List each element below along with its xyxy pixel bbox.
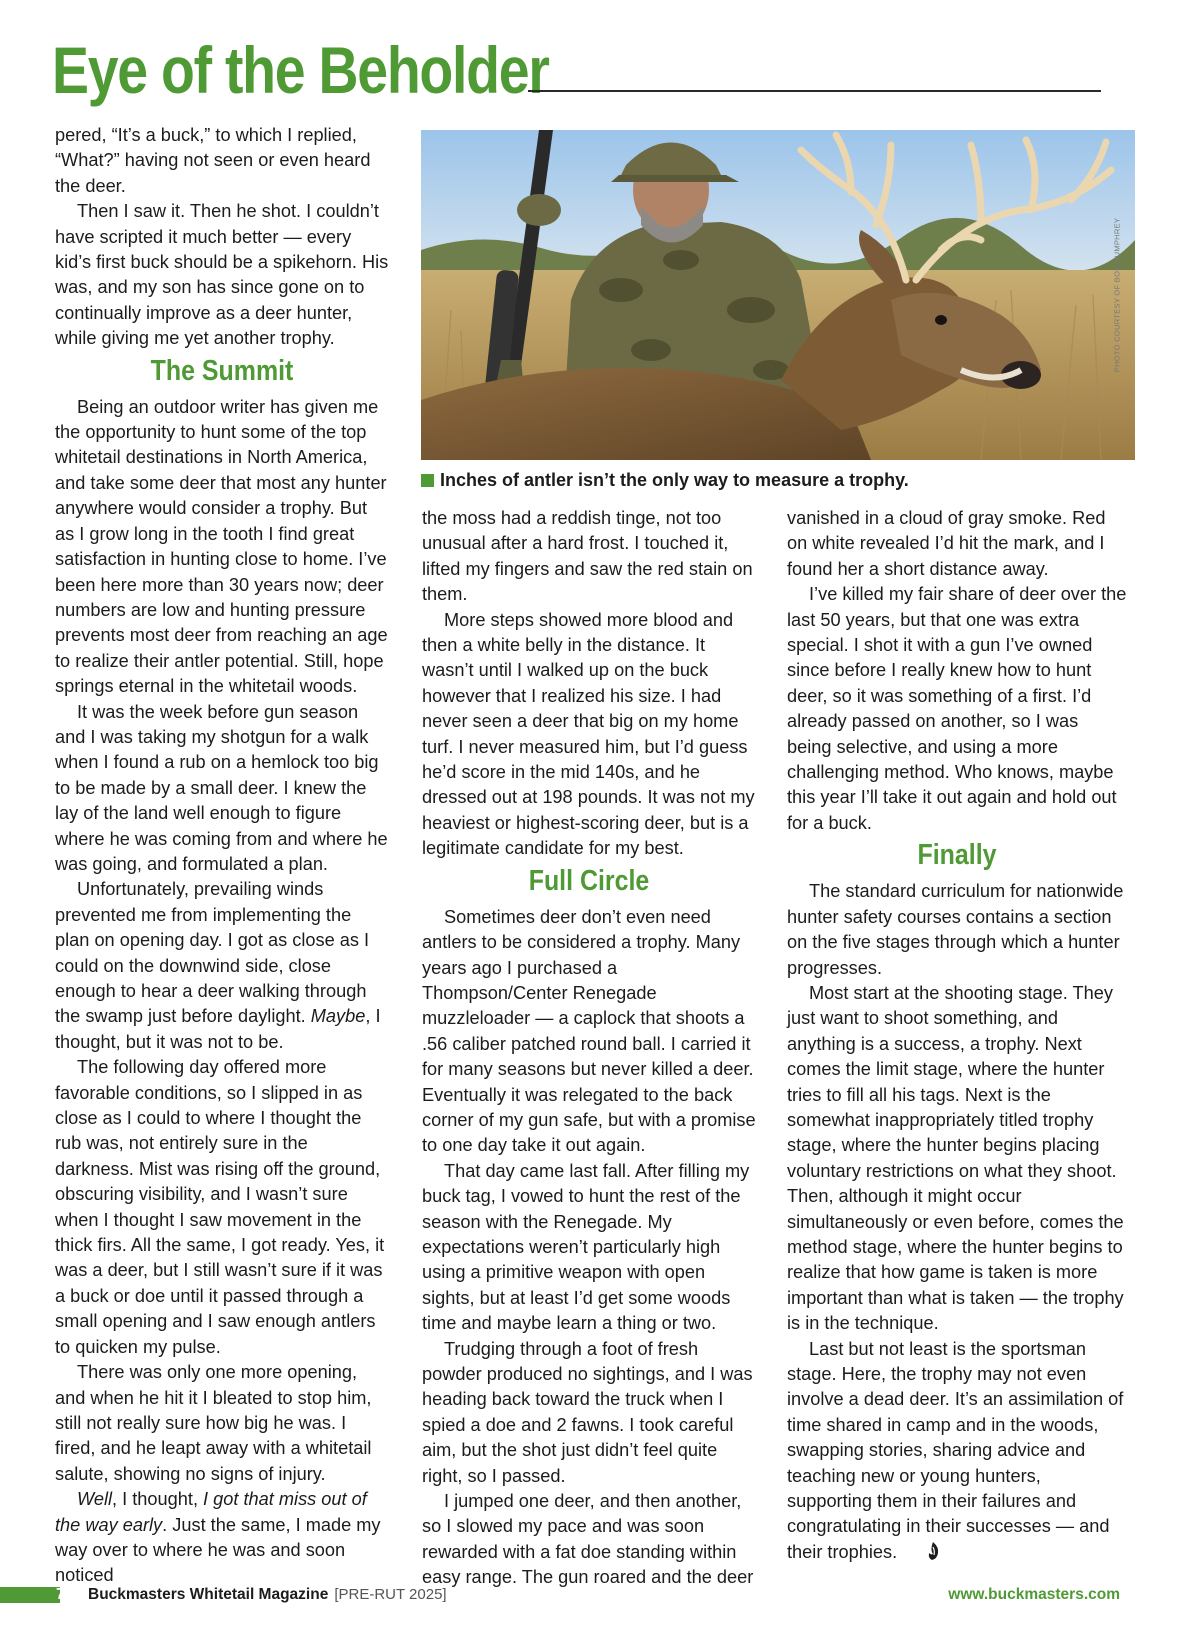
hunter-with-buck-photo bbox=[421, 130, 1135, 460]
caption-bullet-icon bbox=[421, 474, 434, 487]
text-run: , I thought, but it was not to be. bbox=[55, 1006, 381, 1052]
column-2 bbox=[422, 506, 756, 1591]
title-rule bbox=[528, 90, 1101, 92]
paragraph: I’ve killed my fair share of deer over the last 50 years, but that one was extra special. I shot it with a gun I’ve owned since before I really knew how to hunt deer, so it was something of a first. I’d already passed on another, so I was being selective, and using a more challenging method. Who knows, maybe this year I’ll take it out again and hold out for a buck. bbox=[787, 584, 1127, 833]
paragraph: That day came last fall. After filling my buck tag, I vowed to hunt the rest of the season with the Renegade. My expectations weren’t particularly high using a primitive weapon with open sights, but at least I’d get some woods time and maybe learn a thing or two. bbox=[422, 1160, 750, 1334]
subheading-the-summit: The Summit bbox=[150, 354, 294, 387]
paragraph: There was only one more opening, and when he hit it I bleated to stop him, still not really sure how big he was. I fired, and he leapt away with a whitetail salute, showing no signs of injury. bbox=[55, 1362, 372, 1484]
text-run: Last but not least is the sportsman stage. Here, the trophy may not even involve a dead deer. It’s an assimilation of time shared in camp and in the woods, swapping stories, sharing advice and teaching new or young hunters, supporting them in their failures and congratulating in their successes — and their trophies. bbox=[787, 1338, 1124, 1562]
page-number: 76 bbox=[56, 1586, 74, 1603]
photo-credit: PHOTO COURTESY OF BOB HUMPHREY bbox=[1112, 217, 1122, 373]
paragraph bbox=[55, 877, 389, 1055]
issue-label: [PRE-RUT 2025] bbox=[334, 1586, 447, 1603]
caption-text: Inches of antler isn’t the only way to measure a trophy. bbox=[440, 470, 909, 490]
paragraph: I jumped one deer, and then another, so I slowed my pace and was soon rewarded with a fat doe standing within easy range. The gun roared and the deer bbox=[422, 1491, 754, 1588]
subheading-finally: Finally bbox=[917, 839, 997, 872]
paragraph: Most start at the shooting stage. They just want to shoot something, and anything is a success, a trophy. Next comes the limit stage, where the hunter tries to fill all his tags. Next is the somewhat inappropriately titled trophy stage, where the hunter begins placing voluntary restrictions on what they shoot. Then, although it might occur simultaneously or even before, comes the method stage, where the hunter begins to realize that how game is taken is more important than what is taken — the trophy is in the technique. bbox=[787, 982, 1124, 1334]
italic-run: I got that miss out of the way early bbox=[55, 1489, 367, 1535]
paragraph: Then I saw it. Then he shot. I couldn’t have scripted it much better — every kid’s first buck should be a spikehorn. His was, and my son has since gone on to continually improve as a deer hunter, while giving me yet another trophy. bbox=[55, 201, 389, 349]
subheading-full-circle: Full Circle bbox=[528, 864, 650, 897]
column-3 bbox=[787, 506, 1127, 1568]
paragraph: vanished in a cloud of gray smoke. Red on white revealed I’d hit the mark, and I found her a short distance away. bbox=[787, 508, 1106, 579]
website-link[interactable]: www.buckmasters.com bbox=[948, 1586, 1120, 1603]
italic-run: Well bbox=[77, 1489, 113, 1510]
end-of-story-icon bbox=[903, 1541, 941, 1568]
paragraph: the moss had a reddish tinge, not too unusual after a hard frost. I touched it, lifted my fingers and saw the red stain on them. bbox=[422, 508, 753, 605]
paragraph: Being an outdoor writer has given me the opportunity to hunt some of the top whitetail destinations in North America, and take some deer that most any hunter anywhere would consider a trophy. But as I grow long in the tooth I find great satisfaction in hunting close to home. I’ve been here more than 30 years now; deer numbers are low and hunting pressure prevents most deer from reaching an age to realize their antler potential. Still, hope springs eternal in the whitetail woods. bbox=[55, 396, 388, 697]
footer-accent-bar bbox=[0, 1587, 60, 1603]
paragraph bbox=[55, 1487, 389, 1589]
italic-run: Maybe bbox=[310, 1006, 366, 1027]
text-run: . Just the same, I made my way over to where he was and soon noticed bbox=[55, 1514, 381, 1586]
text-run: Unfortunately, prevailing winds prevented me from implementing the plan on opening day. I got as close as I could on the downwind side, close enough to hear a deer walking through the swamp just before daylight. bbox=[55, 879, 370, 1027]
article-title: Eye of the Beholder bbox=[52, 33, 549, 107]
page-footer bbox=[0, 1584, 1200, 1606]
paragraph: It was the week before gun season and I was taking my shotgun for a walk when I found a rub on a hemlock too big to be made by a small deer. I knew the lay of the land well enough to figure where he was coming from and where he was going, and formulated a plan. bbox=[55, 701, 388, 874]
publication-name bbox=[88, 1585, 447, 1605]
paragraph: More steps showed more blood and then a white belly in the distance. It wasn’t until I walked up on the buck however that I realized his size. I had never seen a deer that big on my home turf. I never measured him, but I’d guess he’d score in the mid 140s, and he dressed out at 198 pounds. It was not my heaviest or highest-scoring deer, but is a legitimate candidate for my best. bbox=[422, 609, 755, 859]
paragraph: Trudging through a foot of fresh powder produced no sightings, and I was heading back toward the truck when I spied a doe and 2 fawns. I took careful aim, but the shot just didn’t feel quite right, so I passed. bbox=[422, 1338, 753, 1486]
text-run: , I thought, bbox=[112, 1489, 204, 1510]
paragraph: The standard curriculum for nationwide hunter safety courses contains a section on the five stages through which a hunter progresses. bbox=[787, 881, 1124, 978]
column-1 bbox=[55, 123, 389, 1589]
paragraph: The following day offered more favorable conditions, so I slipped in as close as I could to where I thought the rub was, not entirely sure in the darkness. Mist was rising off the ground, obscuring visibility, and I wasn’t sure when I thought I saw movement in the thick firs. All the same, I got ready. Yes, it was a deer, but I still wasn’t sure if it was a buck or doe until it passed through a small opening and I saw enough antlers to quicken my pulse. bbox=[55, 1057, 385, 1357]
article-photo bbox=[421, 130, 1135, 460]
paragraph bbox=[787, 1337, 1127, 1569]
paragraph: Sometimes deer don’t even need antlers to be considered a trophy. Many years ago I purchased a Thompson/Center Renegade muzzleloader — a caplock that shoots a .56 caliber patched round ball. I carried it for many seasons but never killed a deer. Eventually it was relegated to the back corner of my gun safe, but with a promise to one day take it out again. bbox=[422, 906, 756, 1156]
publication-title: Buckmasters Whitetail Magazine bbox=[88, 1586, 329, 1603]
paragraph: pered, “It’s a buck,” to which I replied, “What?” having not seen or even heard the deer. bbox=[55, 125, 371, 196]
photo-caption bbox=[421, 469, 1121, 491]
